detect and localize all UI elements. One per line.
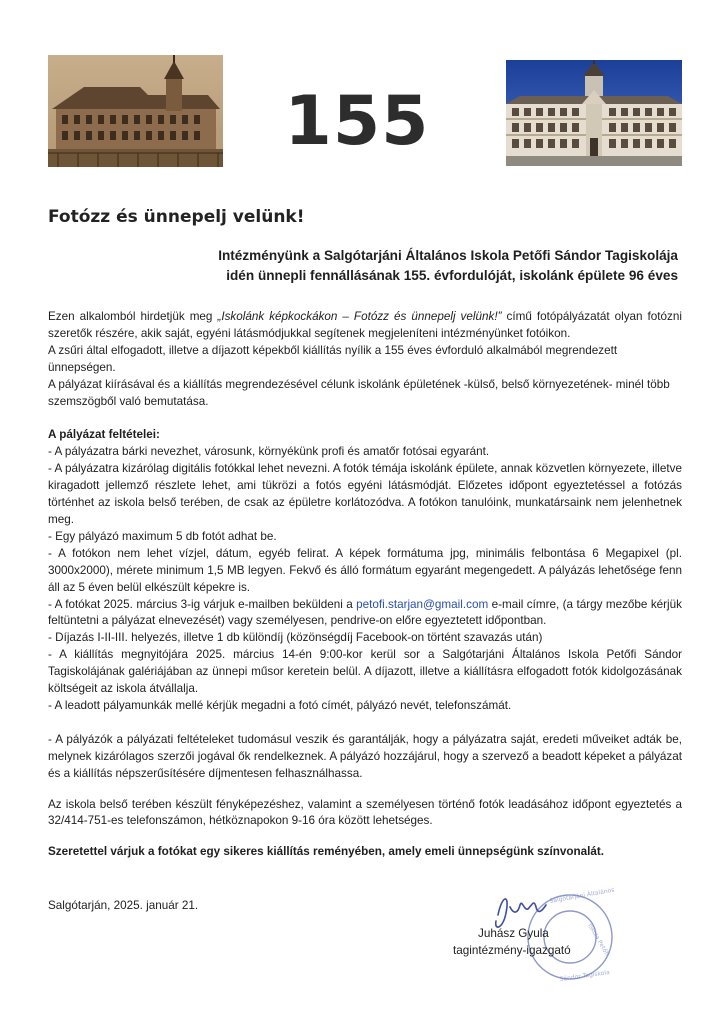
intro-text-end: című fotópályázatát olyan fotózni szeretők részére, akik saját, egyéni látásmódjukkal segítenek megjeleníteni intézményünket fotóikon. bbox=[48, 310, 682, 340]
intro-paragraph-3: A pályázat kiírásával és a kiállítás megrendezésével célunk iskolánk épületének -külső, belső környezetének- minél több szemszögből való bemutatása. bbox=[48, 377, 670, 408]
condition-item: - A leadott pályamunkák mellé kérjük megadni a fotó címét, pályázó nevét, telefonszámát. bbox=[48, 698, 512, 712]
anniversary-number: 155 bbox=[284, 82, 430, 161]
date-line: Salgótarján, 2025. január 21. bbox=[48, 899, 199, 912]
subheading bbox=[158, 246, 678, 286]
closing-line: Szeretettel várjuk a fotókat egy sikeres kiállítás reményében, amely emeli ünnepségünk színvonalát. bbox=[48, 845, 605, 859]
intro-text: Ezen alkalomból hirdetjük meg bbox=[48, 310, 218, 323]
school-photo-current bbox=[506, 60, 682, 166]
body-text bbox=[48, 309, 682, 861]
signatory-name: Juhász Gyula bbox=[478, 927, 549, 940]
intro-paragraph-1 bbox=[48, 309, 682, 343]
subheading-line-2: idén ünnepli fennállásának 155. évfordulóját, iskolánk épülete 96 éves bbox=[226, 268, 678, 283]
condition-item: - A kiállítás megnyitójára 2025. március 14-én 9:00-kor kerül sor a Salgótarjáni Általános Iskola Petőfi Sándor Tagiskolájának galériájában az ünnepi műsor keretein belül. A díjazott, illetve a kiállításra elfogadott fotók kidolgozásának költségeit az iskola átvállalja. bbox=[48, 648, 682, 696]
rights-paragraph: - A pályázók a pályázati feltételeket tudomásul veszik és garantálják, hogy a pályázatra saját, eredeti műveiket adták be, melynek kizárólagos szerzői jogával ők rendelkeznek. A pályázó hozzájárul, hogy a szervező a beadott képeket a pályázat és a kiállítás népszerűsítésére díjmentesen felhasználhassa. bbox=[48, 732, 682, 780]
email-link[interactable]: petofi.starjan@gmail.com bbox=[356, 597, 489, 611]
subheading-line-1: Intézményünk a Salgótarjáni Általános Iskola Petőfi Sándor Tagiskolája bbox=[218, 248, 678, 263]
condition-text: - A fotókat 2025. március 3-ig várjuk e-mailben beküldeni a bbox=[48, 597, 357, 611]
contest-title: „Iskolánk képkockákon – Fotózz és ünnepelj velünk!” bbox=[217, 310, 502, 323]
condition-item: - Díjazás I-II-III. helyezés, illetve 1 db különdíj (közönségdíj Facebook-on történt szavazás után) bbox=[48, 631, 543, 645]
contact-paragraph: Az iskola belső terében készült fényképezéshez, valamint a személyesen történő fotók leadásához időpont egyeztetés a 32/414-751-es telefonszámon, hétköznapokon 9-16 óra között lehetséges. bbox=[48, 797, 682, 828]
conditions-heading: A pályázat feltételei: bbox=[48, 428, 160, 442]
intro-paragraph-2: A zsűri által elfogadott, illetve a díjazott képekből kiállítás nyílik a 155 éves évforduló alkalmából megrendezett ünnepségen. bbox=[48, 343, 618, 374]
svg-text:Iskola Petőfi: Iskola Petőfi bbox=[586, 922, 611, 958]
condition-item: - A fotókon nem lehet vízjel, dátum, egyéb felirat. A képek formátuma jpg, minimális felbontása 6 Megapixel (pl. 3000x2000), mérete minimum 1,5 MB legyen. Fekvő és álló formátum egyaránt megengedett. A pályázás lehetősége fenn áll az 5 éven belül elkészült képekre is. bbox=[48, 546, 682, 594]
school-photo-historic bbox=[48, 55, 223, 167]
condition-item: - A pályázatra kizárólag digitális fotókkal lehet nevezni. A fotók témája iskolánk épülete, annak közvetlen környezete, illetve kiragadott jellemző részlete lehet, ami tükrözi a fotós egyéni látásmódját. Előzetes időpont egyeztetéssel a fotózás történhet az iskola belső terében, de csak az épületre korlátozódva. A fotókon tanulóink, munkatársaink nem jelenhetnek meg. bbox=[48, 462, 682, 526]
condition-item bbox=[48, 597, 682, 631]
main-headline: Fotózz és ünnepelj velünk! bbox=[48, 207, 305, 227]
condition-item: - Egy pályázó maximum 5 db fotót adhat be. bbox=[48, 529, 277, 543]
signatory-title: tagintézmény-igazgató bbox=[453, 944, 571, 957]
condition-text-end: e-mail címre, (a tárgy mezőbe kérjük feltüntetni a pályázat elnevezését) vagy személyesen, pendrive-on előre egyeztetett időpontban. bbox=[48, 597, 682, 628]
svg-text:Salgótarjáni Általános: Salgótarjáni Általános bbox=[549, 886, 615, 905]
condition-item: - A pályázatra bárki nevezhet, városunk, környékünk profi és amatőr fotósai egyaránt. bbox=[48, 445, 490, 459]
svg-text:Sándor Tagiskola: Sándor Tagiskola bbox=[559, 969, 611, 983]
